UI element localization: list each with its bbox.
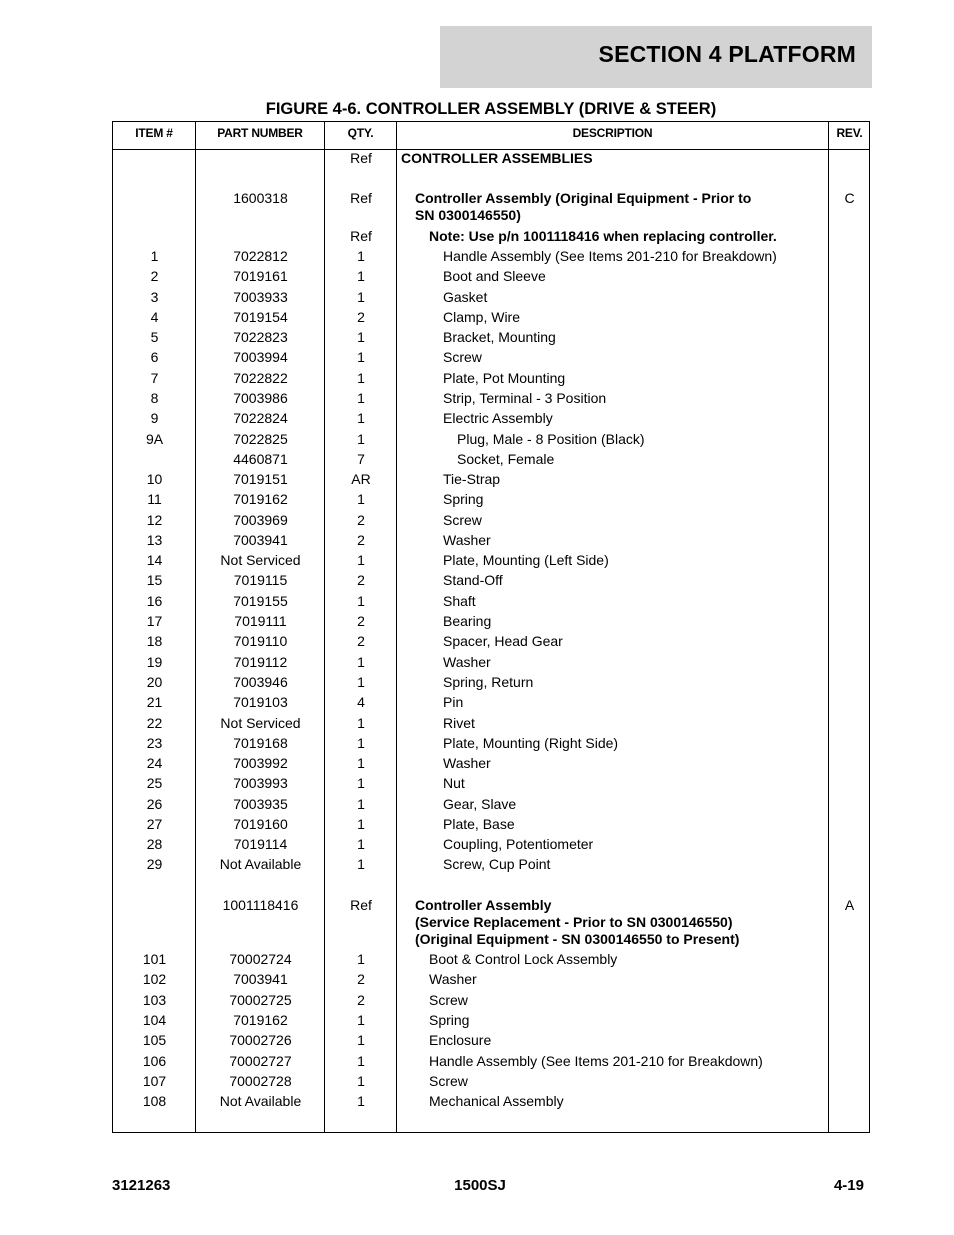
- description-cell: Handle Assembly (See Items 201-210 for Breakdown): [429, 1053, 763, 1069]
- part-number-cell: 7019111: [234, 613, 287, 629]
- qty-cell: 1: [357, 1073, 365, 1089]
- description-cell: Spring: [443, 491, 484, 507]
- rev-cell: A: [844, 897, 855, 913]
- part-number-cell: 7003933: [233, 289, 288, 305]
- description-cell: Gear, Slave: [443, 796, 517, 812]
- qty-cell: 1: [357, 329, 365, 345]
- rev-cell: C: [844, 190, 855, 206]
- item-cell: 16: [146, 593, 163, 609]
- qty-cell: Ref: [350, 190, 372, 206]
- part-number-cell: 7019151: [233, 471, 288, 487]
- qty-cell: 1: [357, 349, 365, 365]
- qty-cell: 1: [357, 289, 365, 305]
- qty-cell: 1: [357, 856, 365, 872]
- qty-cell: 1: [357, 370, 365, 386]
- parts-table: [112, 121, 870, 1133]
- item-cell: 19: [146, 654, 163, 670]
- qty-cell: 1: [357, 735, 365, 751]
- item-cell: 18: [146, 633, 163, 649]
- item-cell: 8: [150, 390, 159, 406]
- description-cell: Socket, Female: [457, 451, 555, 467]
- section-header: [440, 26, 872, 88]
- description-cell: Handle Assembly (See Items 201-210 for Breakdown): [443, 248, 777, 264]
- item-cell: 21: [146, 694, 163, 710]
- item-cell: 25: [146, 775, 163, 791]
- qty-cell: 1: [357, 674, 365, 690]
- part-number-cell: 7003986: [233, 390, 288, 406]
- part-number-cell: 7022825: [233, 431, 288, 447]
- description-cell: Controller Assembly (Service Replacement - Prior to SN 0300146550) (Original Equipment - SN 0300146550 to Present): [415, 897, 740, 947]
- qty-cell: 1: [357, 715, 365, 731]
- item-cell: 107: [142, 1073, 167, 1089]
- item-cell: 10: [146, 471, 163, 487]
- figure-title: FIGURE 4-6. CONTROLLER ASSEMBLY (DRIVE & STEER): [265, 100, 717, 118]
- part-number-cell: 7019162: [233, 491, 288, 507]
- footer-model: 1500SJ: [454, 1177, 506, 1194]
- part-number-cell: 7003993: [233, 775, 288, 791]
- description-cell: Gasket: [443, 289, 488, 305]
- part-number-cell: 7019112: [233, 654, 288, 670]
- section-title: SECTION 4 PLATFORM: [598, 41, 856, 67]
- qty-cell: 1: [357, 654, 365, 670]
- item-cell: 28: [146, 836, 163, 852]
- description-cell: Shaft: [443, 593, 476, 609]
- part-number-cell: 70002725: [229, 992, 292, 1008]
- part-number-cell: 7003946: [233, 674, 288, 690]
- item-cell: 104: [142, 1012, 167, 1028]
- description-cell: Spring: [429, 1012, 470, 1028]
- description-cell: Stand-Off: [443, 572, 503, 588]
- part-number-cell: 4460871: [233, 451, 288, 467]
- description-cell: Plug, Male - 8 Position (Black): [457, 431, 645, 447]
- item-cell: 3: [150, 289, 159, 305]
- qty-cell: 1: [357, 796, 365, 812]
- description-cell: Screw: [443, 512, 482, 528]
- part-number-cell: 7019115: [233, 572, 288, 588]
- part-number-cell: 7022822: [233, 370, 288, 386]
- qty-cell: 1: [357, 552, 365, 568]
- part-number-cell: 70002724: [229, 951, 292, 967]
- item-cell: 14: [146, 552, 163, 568]
- description-cell: Bracket, Mounting: [443, 329, 556, 345]
- qty-cell: 1: [357, 775, 365, 791]
- item-cell: 7: [150, 370, 159, 386]
- description-cell: Plate, Base: [443, 816, 515, 832]
- item-cell: 22: [146, 715, 163, 731]
- qty-cell: Ref: [350, 228, 372, 244]
- qty-cell: 2: [357, 633, 365, 649]
- qty-cell: 1: [357, 1032, 365, 1048]
- qty-cell: 1: [357, 248, 365, 264]
- description-cell: Washer: [429, 971, 477, 987]
- item-cell: 15: [146, 572, 163, 588]
- description-cell: Tie-Strap: [443, 471, 501, 487]
- item-cell: 108: [142, 1093, 167, 1109]
- description-cell: Screw: [429, 1073, 468, 1089]
- description-cell: Spacer, Head Gear: [443, 633, 563, 649]
- qty-cell: 2: [357, 572, 365, 588]
- description-cell: Note: Use p/n 1001118416 when replacing controller.: [429, 228, 777, 244]
- column-header-rev: REV.: [836, 126, 863, 140]
- description-cell: Bearing: [443, 613, 492, 629]
- description-cell: Plate, Mounting (Left Side): [443, 552, 609, 568]
- item-cell: 29: [146, 856, 163, 872]
- description-cell: Screw, Cup Point: [443, 856, 551, 872]
- item-cell: 1: [150, 248, 159, 264]
- part-number-cell: 1600318: [233, 190, 288, 206]
- part-number-cell: 7019110: [233, 633, 288, 649]
- part-number-cell: 7003941: [233, 971, 288, 987]
- description-cell: Washer: [443, 755, 491, 771]
- part-number-cell: 1001118416: [222, 897, 299, 913]
- qty-cell: 2: [357, 532, 365, 548]
- qty-cell: AR: [351, 471, 371, 487]
- description-cell: Enclosure: [429, 1032, 492, 1048]
- column-header-part-number: PART NUMBER: [217, 126, 303, 140]
- part-number-cell: Not Available: [219, 856, 302, 872]
- part-number-cell: 70002726: [229, 1032, 292, 1048]
- qty-cell: 1: [357, 491, 365, 507]
- description-cell: Controller Assembly (Original Equipment - Prior to SN 0300146550): [415, 190, 752, 223]
- part-number-cell: 7019154: [233, 309, 288, 325]
- description-cell: Electric Assembly: [443, 410, 553, 426]
- description-cell: Mechanical Assembly: [429, 1093, 564, 1109]
- description-cell: Washer: [443, 532, 491, 548]
- description-cell: Strip, Terminal - 3 Position: [443, 390, 607, 406]
- qty-cell: 1: [357, 431, 365, 447]
- qty-cell: 1: [357, 1053, 365, 1069]
- footer-page-number: 4-19: [833, 1177, 864, 1194]
- part-number-cell: 7019155: [233, 593, 288, 609]
- item-cell: 101: [142, 951, 167, 967]
- part-number-cell: 7019161: [233, 268, 288, 284]
- part-number-cell: 70002728: [229, 1073, 292, 1089]
- description-cell: Boot & Control Lock Assembly: [429, 951, 618, 967]
- item-cell: 9: [150, 410, 159, 426]
- item-cell: 11: [147, 491, 162, 507]
- description-cell: Plate, Mounting (Right Side): [443, 735, 619, 751]
- qty-cell: 1: [357, 1012, 365, 1028]
- description-cell: Pin: [443, 694, 464, 710]
- item-cell: 4: [150, 309, 159, 325]
- qty-cell: 2: [357, 613, 365, 629]
- part-number-cell: 7022812: [233, 248, 288, 264]
- description-cell: Boot and Sleeve: [443, 268, 546, 284]
- qty-cell: 1: [357, 816, 365, 832]
- item-cell: 13: [146, 532, 163, 548]
- item-cell: 26: [146, 796, 163, 812]
- qty-cell: Ref: [350, 897, 372, 913]
- qty-cell: 1: [357, 268, 365, 284]
- qty-cell: 2: [357, 512, 365, 528]
- description-cell: Plate, Pot Mounting: [443, 370, 566, 386]
- part-number-cell: 7019168: [233, 735, 288, 751]
- description-cell: Nut: [443, 775, 465, 791]
- part-number-cell: 7022824: [233, 410, 288, 426]
- part-number-cell: Not Serviced: [220, 552, 301, 568]
- qty-cell: 2: [357, 992, 365, 1008]
- item-cell: 12: [146, 512, 163, 528]
- item-cell: 20: [146, 674, 163, 690]
- part-number-cell: 7003941: [233, 532, 288, 548]
- qty-cell: 1: [357, 1093, 365, 1109]
- part-number-cell: 7019114: [233, 836, 288, 852]
- qty-cell: 1: [357, 836, 365, 852]
- item-cell: 2: [150, 268, 159, 284]
- part-number-cell: 7019160: [233, 816, 288, 832]
- description-cell: CONTROLLER ASSEMBLIES: [401, 150, 593, 166]
- part-number-cell: Not Serviced: [220, 715, 301, 731]
- qty-cell: 1: [357, 410, 365, 426]
- footer-doc-number: 3121263: [112, 1177, 171, 1194]
- part-number-cell: 7003969: [233, 512, 288, 528]
- part-number-cell: Not Available: [219, 1093, 302, 1109]
- qty-cell: 2: [357, 309, 365, 325]
- qty-cell: 2: [357, 971, 365, 987]
- part-number-cell: 7022823: [233, 329, 288, 345]
- item-cell: 24: [146, 755, 163, 771]
- item-cell: 103: [142, 992, 167, 1008]
- qty-cell: 1: [357, 951, 365, 967]
- description-cell: Clamp, Wire: [443, 309, 521, 325]
- part-number-cell: 7003992: [233, 755, 288, 771]
- item-cell: 105: [142, 1032, 167, 1048]
- item-cell: 102: [142, 971, 167, 987]
- qty-cell: Ref: [350, 150, 372, 166]
- column-header-item: ITEM #: [135, 126, 173, 140]
- column-header-description: DESCRIPTION: [572, 126, 653, 140]
- item-cell: 6: [150, 349, 159, 365]
- item-cell: 9A: [145, 431, 164, 447]
- qty-cell: 1: [357, 593, 365, 609]
- item-cell: 27: [146, 816, 163, 832]
- description-cell: Screw: [443, 349, 482, 365]
- part-number-cell: 70002727: [229, 1053, 292, 1069]
- item-cell: 23: [146, 735, 163, 751]
- item-cell: 5: [150, 329, 159, 345]
- description-cell: Coupling, Potentiometer: [443, 836, 594, 852]
- part-number-cell: 7003935: [233, 796, 288, 812]
- description-cell: Screw: [429, 992, 468, 1008]
- description-cell: Washer: [443, 654, 491, 670]
- item-cell: 106: [142, 1053, 167, 1069]
- description-cell: Rivet: [443, 715, 475, 731]
- part-number-cell: 7019103: [233, 694, 288, 710]
- qty-cell: 7: [357, 451, 365, 467]
- description-cell: Spring, Return: [443, 674, 534, 690]
- part-number-cell: 7003994: [233, 349, 288, 365]
- item-cell: 17: [146, 613, 163, 629]
- qty-cell: 1: [357, 755, 365, 771]
- part-number-cell: 7019162: [233, 1012, 288, 1028]
- qty-cell: 1: [357, 390, 365, 406]
- column-header-qty: QTY.: [347, 126, 374, 140]
- qty-cell: 4: [357, 694, 365, 710]
